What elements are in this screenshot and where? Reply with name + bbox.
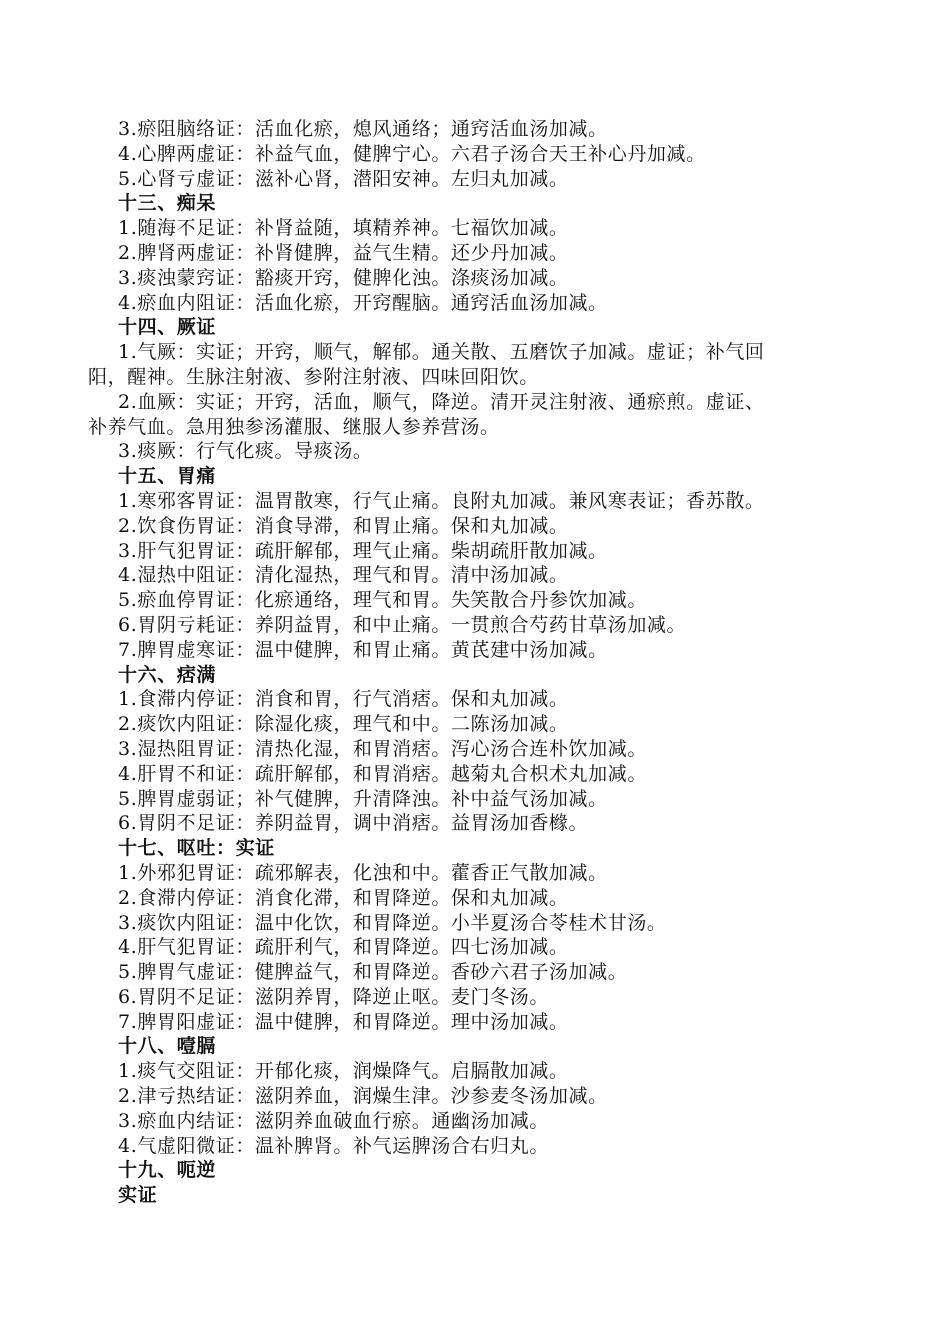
list-item: 3.肝气犯胃证：疏肝解郁，理气止痛。柴胡疏肝散加减。	[118, 539, 608, 562]
list-item: 1.外邪犯胃证：疏邪解表，化浊和中。藿香正气散加减。	[118, 861, 608, 884]
list-item: 3.痰浊蒙窍证：豁痰开窍，健脾化浊。涤痰汤加减。	[118, 266, 569, 289]
list-item: 6.胃阴亏耗证：养阴益胃，和中止痛。一贯煎合芍药甘草汤加减。	[118, 613, 687, 636]
list-item: 4.瘀血内阻证：活血化瘀，开窍醒脑。通窍活血汤加减。	[118, 291, 608, 314]
list-item: 4.湿热中阻证：清化湿热，理气和胃。清中汤加减。	[118, 564, 569, 587]
list-item: 3.瘀血内结证：滋阴养血破血行瘀。通幽汤加减。	[118, 1109, 549, 1132]
paragraph-continuation: 补养气血。急用独参汤灌服、继服人参养营汤。	[88, 415, 500, 438]
list-item: 4.肝胃不和证：疏肝解郁，和胃消痞。越菊丸合枳术丸加减。	[118, 762, 647, 785]
list-item: 2.津亏热结证：滋阴养血，润燥生津。沙参麦冬汤加减。	[118, 1085, 608, 1108]
document-page	[0, 117, 950, 1208]
section-heading: 十九、呃逆	[118, 1159, 217, 1182]
list-item: 5.脾胃虚弱证；补气健脾，升清降浊。补中益气汤加减。	[118, 787, 608, 810]
list-item: 1.寒邪客胃证：温胃散寒，行气止痛。良附丸加减。兼风寒表证；香苏散。	[118, 489, 765, 512]
list-item: 6.胃阴不足证：养阴益胃，调中消痞。益胃汤加香橼。	[118, 812, 589, 835]
list-item: 1.食滞内停证：消食和胃，行气消痞。保和丸加减。	[118, 688, 569, 711]
section-heading: 十四、厥证	[118, 316, 217, 339]
list-item: 7.脾胃阳虚证：温中健脾，和胃降逆。理中汤加减。	[118, 1010, 569, 1033]
section-heading: 十八、噎膈	[118, 1035, 217, 1058]
list-item: 1.痰气交阻证：开郁化痰，润燥降气。启膈散加减。	[118, 1060, 569, 1083]
section-heading: 十三、痴呆	[118, 192, 217, 215]
list-item: 3.湿热阻胃证：清热化湿，和胃消痞。泻心汤合连朴饮加减。	[118, 737, 647, 760]
section-heading: 十六、痞满	[118, 663, 217, 686]
list-item: 6.胃阴不足证：滋阴养胃，降逆止呕。麦门冬汤。	[118, 985, 549, 1008]
list-item: 2.食滞内停证：消食化滞，和胃降逆。保和丸加减。	[118, 886, 569, 909]
list-item: 3.痰饮内阻证：温中化饮，和胃降逆。小半夏汤合苓桂术甘汤。	[118, 911, 667, 934]
section-heading: 十五、胃痛	[118, 465, 217, 488]
list-item: 7.脾胃虚寒证：温中健脾，和胃止痛。黄芪建中汤加减。	[118, 638, 608, 661]
list-item: 5.心肾亏虚证：滋补心肾，潜阳安神。左归丸加减。	[118, 167, 569, 190]
paragraph-line: 1.气厥：实证；开窍，顺气，解郁。通关散、五磨饮子加减。虚证；补气回	[118, 341, 765, 364]
list-item: 3.瘀阻脑络证：活血化瘀，熄风通络；通窍活血汤加减。	[118, 118, 608, 140]
subsection-heading: 实证	[118, 1184, 158, 1207]
list-item: 2.饮食伤胃证：消食导滞，和胃止痛。保和丸加减。	[118, 514, 569, 537]
list-item: 2.脾肾两虚证：补肾健脾，益气生精。还少丹加减。	[118, 241, 569, 264]
list-item: 4.心脾两虚证：补益气血，健脾宁心。六君子汤合天王补心丹加减。	[118, 142, 706, 165]
list-item: 1.随海不足证：补肾益随，填精养神。七福饮加减。	[118, 217, 569, 240]
list-item: 3.痰厥：行气化痰。导痰汤。	[118, 440, 373, 463]
list-item: 5.脾胃气虚证：健脾益气，和胃降逆。香砂六君子汤加减。	[118, 961, 628, 984]
list-item: 2.痰饮内阻证：除湿化痰，理气和中。二陈汤加减。	[118, 713, 569, 736]
list-item: 4.肝气犯胃证：疏肝利气，和胃降逆。四七汤加减。	[118, 936, 569, 959]
list-item: 5.瘀血停胃证：化瘀通络，理气和胃。失笑散合丹参饮加减。	[118, 589, 647, 612]
paragraph-line: 2.血厥：实证；开窍，活血，顺气，降逆。清开灵注射液、通瘀煎。虚证、	[118, 390, 765, 413]
list-item: 4.气虚阳微证：温补脾肾。补气运脾汤合右归丸。	[118, 1134, 549, 1157]
paragraph-continuation: 阳，醒神。生脉注射液、参附注射液、四味回阳饮。	[88, 365, 539, 388]
section-heading: 十七、呕吐：实证	[118, 837, 275, 860]
